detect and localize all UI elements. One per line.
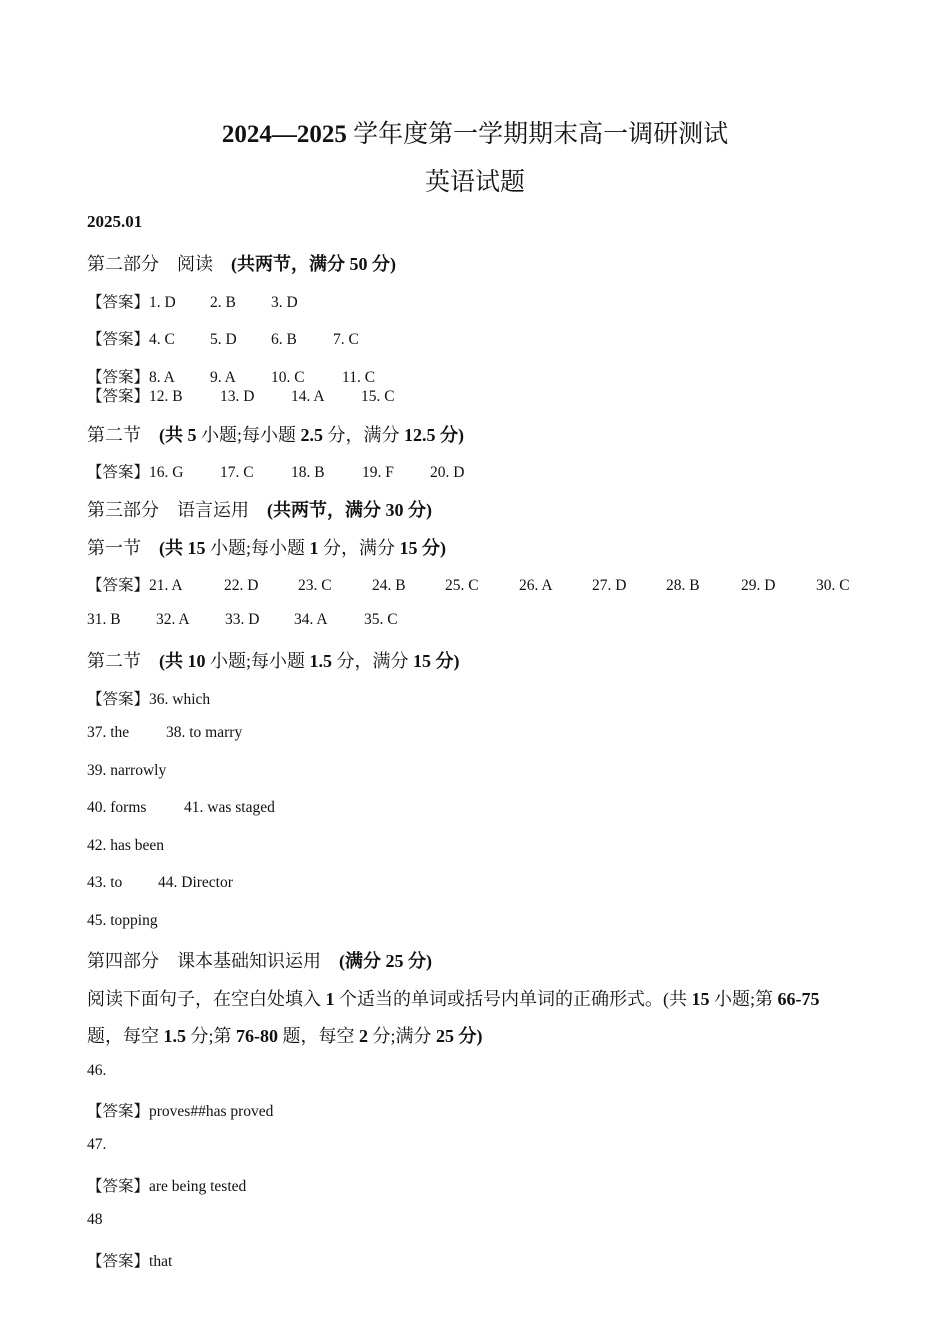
answer-item: 25. C	[445, 577, 479, 594]
part4-instructions-line1	[87, 985, 820, 1011]
part2-detail-end: 分)	[367, 254, 396, 274]
answer-item: 38. to marry	[166, 724, 243, 741]
section-detail-end: 分)	[431, 651, 460, 671]
instr-num: 76-80	[236, 1026, 279, 1046]
answer-item: 33. D	[225, 611, 260, 628]
answer-tag: 【答案】	[87, 388, 150, 405]
answer-item: 14. A	[291, 388, 325, 405]
title-text: 学年度第一学期期末高一调研测试	[346, 121, 729, 148]
instr-num: 25	[436, 1026, 455, 1046]
section-detail: (共	[159, 651, 188, 671]
part4-points: 25	[385, 951, 404, 971]
question-number: 47.	[87, 1136, 107, 1153]
answer-item: proves##has proved	[149, 1103, 274, 1120]
section-detail-end: 分)	[417, 538, 447, 558]
answer-item: 16. G	[149, 464, 184, 481]
answer-row-39	[87, 762, 166, 780]
answer-item: 20. D	[430, 464, 465, 481]
answer-item: 36. which	[149, 691, 211, 708]
answer-item: 10. C	[271, 369, 305, 386]
answer-item: 44. Director	[158, 874, 233, 891]
section-detail: (共	[159, 425, 188, 445]
answer-item: 1. D	[149, 294, 176, 311]
part3-detail: (共两节，满分	[267, 500, 386, 520]
answer-item: 29. D	[741, 577, 776, 594]
answer-row-1-3	[87, 290, 298, 312]
answer-tag: 【答案】	[87, 369, 150, 386]
answer-item: 21. A	[149, 577, 183, 594]
instr-text: 小题;第	[709, 989, 778, 1009]
part3-heading	[87, 496, 432, 522]
answer-item: 31. B	[87, 611, 121, 628]
section-detail: 分，满分	[318, 538, 400, 558]
answer-item: 3. D	[271, 294, 298, 311]
answer-item: 9. A	[210, 369, 236, 386]
part2-heading	[87, 250, 396, 276]
part4-detail-end: 分)	[403, 951, 432, 971]
answer-item: 15. C	[361, 388, 395, 405]
part2-title: 第二部分 阅读	[87, 254, 231, 274]
section-detail: (共	[159, 538, 188, 558]
section-detail: 小题;每小题	[205, 538, 310, 558]
answer-row-40-41	[87, 799, 275, 817]
instr-text: 阅读下面句子，在空白处填入	[87, 989, 326, 1009]
section-count: 5	[187, 425, 197, 445]
answer-item: 43. to	[87, 874, 123, 891]
answer-row-31-35	[87, 611, 398, 629]
part4-instructions-line2	[87, 1022, 483, 1048]
instr-text: 个适当的单词或括号内单词的正确形式。(共	[334, 989, 692, 1009]
answer-item: 17. C	[220, 464, 254, 481]
section-per-item-points: 2.5	[300, 425, 324, 445]
answer-item: 7. C	[333, 331, 359, 348]
section-detail: 小题;每小题	[205, 651, 310, 671]
part4-heading	[87, 947, 432, 973]
section-label: 第一节	[87, 538, 159, 558]
answer-item: 23. C	[298, 577, 332, 594]
instr-num: 66-75	[777, 989, 820, 1009]
answer-row-4-7	[87, 327, 359, 349]
answer-item: 5. D	[210, 331, 237, 348]
answer-tag: 【答案】	[87, 331, 150, 348]
instr-num: 1	[325, 989, 335, 1009]
answer-item: 6. B	[271, 331, 297, 348]
instr-num: 15	[691, 989, 710, 1009]
section-label: 第二节	[87, 651, 159, 671]
part2-points: 50	[349, 254, 368, 274]
answer-item: 24. B	[372, 577, 406, 594]
answer-row-48	[87, 1249, 172, 1271]
answer-tag: 【答案】	[87, 1103, 150, 1120]
answer-item: that	[149, 1253, 173, 1270]
answer-item: 8. A	[149, 369, 175, 386]
answer-row-16-20	[87, 460, 464, 482]
answer-tag: 【答案】	[87, 294, 150, 311]
instr-num: 1.5	[163, 1026, 186, 1046]
question-number: 46.	[87, 1062, 107, 1079]
answer-item: 34. A	[294, 611, 328, 628]
answer-tag: 【答案】	[87, 691, 150, 708]
answer-item: 35. C	[364, 611, 398, 628]
answer-item: 30. C	[816, 577, 850, 594]
instr-text: 分)	[454, 1026, 483, 1046]
answer-item: 13. D	[220, 388, 255, 405]
answer-item: 26. A	[519, 577, 553, 594]
answer-row-36	[87, 687, 210, 709]
answer-tag: 【答案】	[87, 464, 150, 481]
section-count: 10	[187, 651, 206, 671]
instr-num: 2	[359, 1026, 369, 1046]
answer-item: 39. narrowly	[87, 762, 167, 779]
part3-section2-heading	[87, 647, 460, 673]
answer-row-21-30	[87, 573, 850, 595]
instr-text: 题，每空	[278, 1026, 360, 1046]
document-title	[0, 114, 950, 150]
answer-row-46	[87, 1099, 273, 1121]
answer-tag: 【答案】	[87, 1253, 150, 1270]
part3-section1-heading	[87, 534, 446, 560]
document-date: 2025.01	[87, 212, 143, 231]
answer-item: 28. B	[666, 577, 700, 594]
section-detail: 分，满分	[332, 651, 414, 671]
section-detail-end: 分)	[435, 425, 465, 445]
answer-row-12-15	[87, 384, 395, 406]
answer-item: 11. C	[342, 369, 376, 386]
answer-item: 2. B	[210, 294, 236, 311]
answer-item: 18. B	[291, 464, 325, 481]
section-per-item-points: 1.5	[309, 651, 333, 671]
answer-item: 41. was staged	[184, 799, 275, 816]
answer-item: 27. D	[592, 577, 627, 594]
instr-text: 分;满分	[368, 1026, 437, 1046]
section-label: 第二节	[87, 425, 159, 445]
part3-title: 第三部分 语言运用	[87, 500, 267, 520]
document-subtitle: 英语试题	[424, 169, 525, 196]
section-detail: 小题;每小题	[196, 425, 301, 445]
title-years: 2024—2025	[221, 121, 347, 148]
part4-detail: (满分	[339, 951, 386, 971]
answer-item: 32. A	[156, 611, 190, 628]
answer-item: 4. C	[149, 331, 175, 348]
answer-row-37-38	[87, 724, 242, 742]
answer-item: 40. forms	[87, 799, 147, 816]
answer-item: 37. the	[87, 724, 130, 741]
instr-text: 分;第	[186, 1026, 237, 1046]
answer-item: 12. B	[149, 388, 183, 405]
answer-item: are being tested	[149, 1178, 247, 1195]
answer-item: 19. F	[362, 464, 394, 481]
answer-item: 45. topping	[87, 912, 158, 929]
answer-row-42	[87, 837, 164, 855]
answer-tag: 【答案】	[87, 577, 150, 594]
section-detail: 分，满分	[323, 425, 405, 445]
section-total-points: 12.5	[404, 425, 436, 445]
part2-detail: (共两节，满分	[231, 254, 350, 274]
section-count: 15	[187, 538, 206, 558]
answer-item: 42. has been	[87, 837, 165, 854]
answer-row-47	[87, 1174, 246, 1196]
part3-points: 30	[385, 500, 404, 520]
section-total-points: 15	[399, 538, 418, 558]
instr-text: 题，每空	[87, 1026, 164, 1046]
section-total-points: 15	[413, 651, 432, 671]
answer-item: 22. D	[224, 577, 259, 594]
question-number: 48	[87, 1211, 103, 1228]
answer-row-43-44	[87, 874, 233, 892]
part2-section2-heading	[87, 421, 464, 447]
answer-row-45	[87, 912, 158, 930]
section-per-item-points: 1	[309, 538, 319, 558]
part4-title: 第四部分 课本基础知识运用	[87, 951, 339, 971]
answer-tag: 【答案】	[87, 1178, 150, 1195]
part3-detail-end: 分)	[403, 500, 432, 520]
